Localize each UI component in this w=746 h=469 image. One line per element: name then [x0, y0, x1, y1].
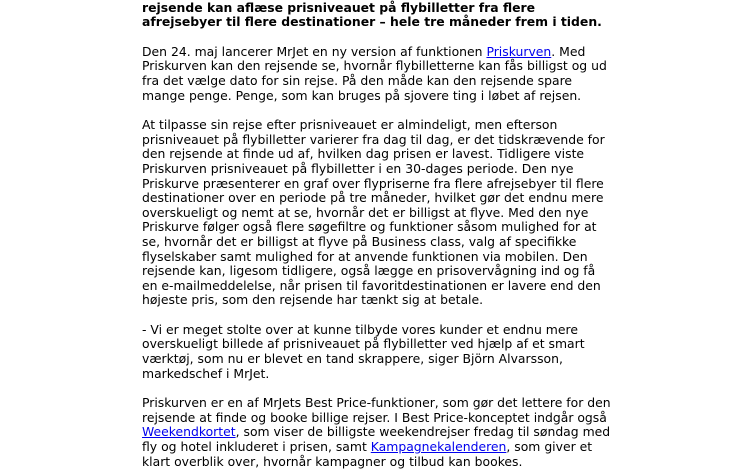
paragraph-quote: - Vi er meget stolte over at kunne tilbyde vores kunder et endnu mere overskueligt billede af prisniveauet på flybilletter ved hjælp af et smart værktøj, som nu er blevet en tand skrappere, siger Björn Alvarsson, markedschef i MrJet.	[142, 321, 585, 381]
press-release-body	[142, 0, 612, 469]
paragraph-best-price-text-middle: , som viser de billigste weekendrejser fredag til søndag med fly og hotel inkluderet i prisen, samt	[142, 424, 611, 455]
lead-paragraph: rejsende kan aflæse prisniveauet på flybilletter fra flere afrejsebyer til flere destinationer – hele tre måneder frem i tiden.	[142, 0, 602, 30]
paragraph-launch-text-end: . Med Priskurven kan den rejsende se, hvornår flybilletterne kan fås billigst og ud fra det vælge dato for sin rejse. På den måde kan den rejsende spare mange penge. Penge, som kan bruges på sjovere ting i løbet af rejsen.	[142, 43, 607, 103]
priskurven-link[interactable]: Priskurven	[486, 43, 552, 59]
paragraph-best-price-text-end: , som giver et klart overblik over, hvornår kampagner og tilbud kan bookes.	[142, 439, 593, 469]
paragraph-launch	[142, 45, 612, 103]
paragraph-best-price-text-start: Priskurven er en af MrJets Best Price-funktioner, som gør det lettere for den rejsende at finde og booke billige rejser. I Best Price-konceptet indgår også	[142, 395, 611, 425]
kampagnekalenderen-link[interactable]: Kampagnekalenderen	[370, 439, 507, 455]
weekendkortet-link[interactable]: Weekendkortet	[142, 424, 236, 440]
paragraph-details: At tilpasse sin rejse efter prisniveauet er almindeligt, men efterson prisniveauet på flybilletter varierer fra dag til dag, er det tidskrævende for den rejsende at finde ud af, hvilken dag prisen er lavest. Tidligere viste Priskurven prisniveauet på flybilletter i en 30-dages periode. Den nye Priskurve præsenterer en graf over flypriserne fra flere afrejsebyer til flere destinationer over en periode på tre måneder, hvilket gør det endnu mere overskueligt og nemt at se, hvornår det er billigst at flyve. Med den nye Priskurve følger også flere søgefiltre og funktioner såsom mulighed for at se, hvornår det er billigst at flyve på Business class, valg af specifikke flyselskaber samt mulighed for at anvende funktionen via mobilen. Den rejsende kan, ligesom tidligere, også lægge en prisovervågning ind og få en e-mailmeddelelse, når prisen til favoritdestinationen er lavere end den højeste pris, som den rejsende har tænkt sig at betale.	[142, 117, 605, 308]
paragraph-best-price	[142, 396, 612, 469]
paragraph-launch-text-start: Den 24. maj lancerer MrJet en ny version af funktionen	[142, 43, 487, 59]
